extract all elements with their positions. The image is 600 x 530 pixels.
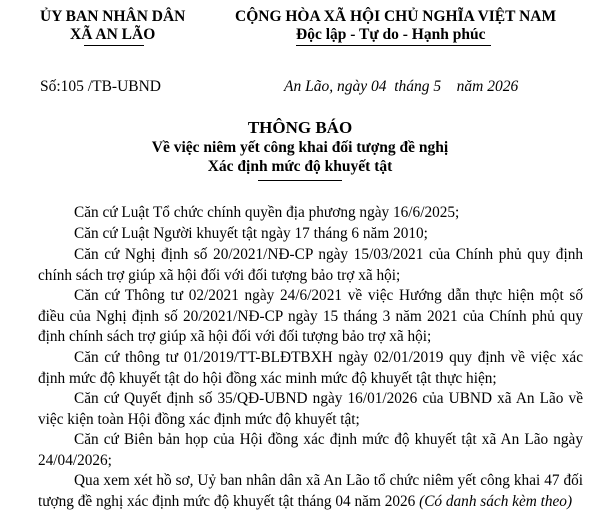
legal-basis-7: Căn cứ Biên bản họp của Hội đồng xác định mức độ khuyết tật xã An Lão ngày 24/04/2026; bbox=[38, 431, 583, 469]
national-title: CỘNG HÒA XÃ HỘI CHỦ NGHĨA VIỆT NAM bbox=[235, 8, 557, 25]
issuer-commune: XÃ AN LÃO bbox=[70, 26, 156, 43]
document-number: Số:105 /TB-UBND bbox=[40, 78, 161, 95]
motto-underline bbox=[296, 45, 491, 46]
legal-basis-3: Căn cứ Nghị định số 20/2021/NĐ-CP ngày 15/03/2021 của Chính phủ quy định chính sách trợ giúp xã hội đối với đối tượng bảo trợ xã hội; bbox=[38, 246, 583, 284]
attachment-note: (Có danh sách kèm theo) bbox=[419, 492, 573, 510]
document-title: THÔNG BÁO bbox=[247, 118, 353, 137]
national-motto: Độc lập - Tự do - Hạnh phúc bbox=[296, 26, 486, 43]
legal-basis-6: Căn cứ Quyết định số 35/QĐ-UBND ngày 16/01/2026 của UBND xã An Lão về việc kiện toàn Hội đồng xác định mức độ khuyết tật; bbox=[38, 390, 583, 428]
issuer-underline bbox=[84, 45, 144, 46]
legal-basis-5: Căn cứ thông tư 01/2019/TT-BLĐTBXH ngày 02/01/2019 quy định về việc xác định mức độ khuyết tật do hội đồng xác minh mức độ khuyết tật thực hiện; bbox=[38, 349, 583, 387]
legal-basis-4: Căn cứ Thông tư 02/2021 ngày 24/6/2021 về việc Hướng dẫn thực hiện một số điều của Nghị định số 20/2021/NĐ-CP ngày 15 tháng 3 năm 2021 của Chính phủ quy định chính sách trợ giúp xã hội đối với đối tượng bảo trợ xã hội; bbox=[38, 287, 583, 346]
issuer-name: ỦY BAN NHÂN DÂN bbox=[40, 8, 186, 25]
title-underline bbox=[258, 180, 342, 181]
issue-date: An Lão, ngày 04 tháng 5 năm 2026 bbox=[284, 78, 519, 95]
conclusion-text: Qua xem xét hồ sơ, Uỷ ban nhân dân xã An Lão tổ chức niêm yết công khai 47 đối tượng đề nghị xác định mức độ khuyết tật tháng 04 năm 2026 bbox=[38, 472, 583, 510]
conclusion-paragraph bbox=[38, 471, 583, 512]
legal-basis-1: Căn cứ Luật Tổ chức chính quyền địa phương ngày 16/6/2025; bbox=[74, 204, 460, 221]
subtitle-line-2: Xác định mức độ khuyết tật bbox=[207, 158, 393, 175]
subtitle-line-1: Về việc niêm yết công khai đối tượng đề nghị bbox=[151, 139, 449, 156]
legal-basis-2: Căn cứ Luật Người khuyết tật ngày 17 tháng 6 năm 2010; bbox=[74, 225, 428, 242]
